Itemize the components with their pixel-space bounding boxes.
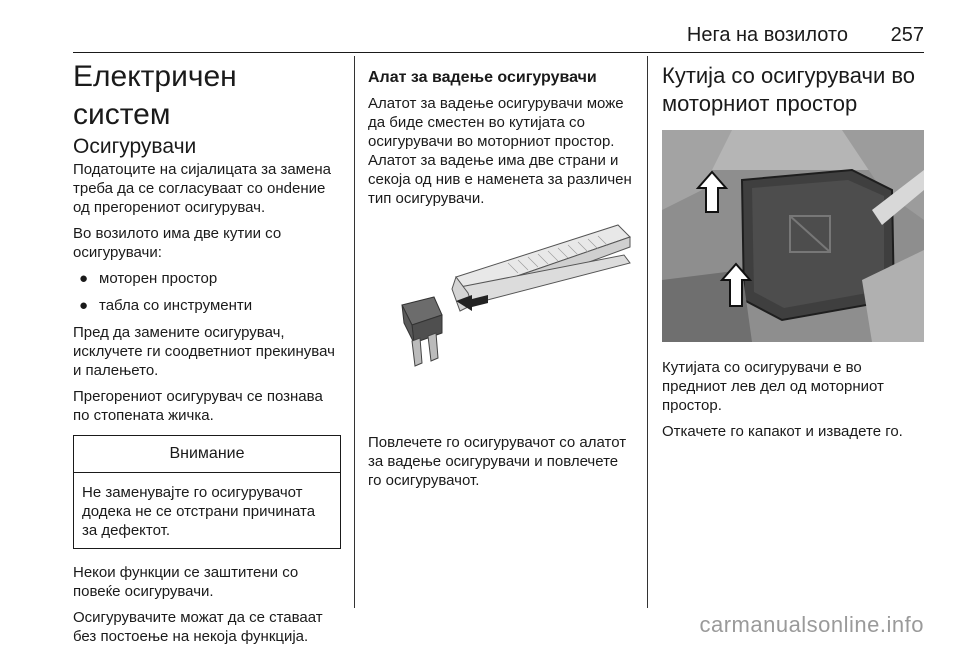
- engine-fusebox-photo: [662, 130, 924, 342]
- bullet-icon: ●: [79, 270, 89, 287]
- page-number: 257: [890, 24, 924, 46]
- paragraph: Кутијата со осигурувачи е во предниот лев дел од моторниот простор.: [662, 359, 884, 414]
- warning-box: [73, 435, 341, 549]
- paragraph: Алатот за вадење осигурувачи може да биде сместен во кутијата со осигурувачи во моторниот простор. Алатот за вадење има две страни и секоја од нив е наменета за различен тип осигурувачи.: [368, 95, 632, 207]
- paragraph: Прегорениот осигурувач се познава по стопената жичка.: [73, 388, 323, 424]
- subsection-heading: Кутија со осигурувачи во моторниот простор: [662, 63, 916, 116]
- watermark: carmanualsonline.info: [699, 612, 924, 637]
- fuse-puller-illustration: [368, 215, 634, 415]
- list-item: ● моторен простор: [79, 270, 218, 287]
- list-item: ● табла со инструменти: [79, 297, 253, 314]
- paragraph: Во возилото има две кутии со осигурувачи:: [73, 225, 282, 261]
- column-2: [368, 56, 634, 497]
- page-header: [0, 0, 960, 55]
- paragraph: Откачете го капакот и извадете го.: [662, 423, 903, 440]
- section-title: Нега на возилото: [686, 24, 848, 46]
- column-divider: [647, 56, 648, 608]
- bullet-icon: ●: [79, 297, 89, 314]
- chapter-title: Електричен систем: [73, 60, 237, 131]
- header-rule: [73, 52, 924, 53]
- paragraph: Податоците на сијалицата за замена треба да се согласуваат со онdение од прегорениот осигурувач.: [73, 161, 331, 216]
- column-3: [662, 56, 924, 448]
- column-divider: [354, 56, 355, 608]
- paragraph: Пред да замените осигурувач, исклучете ги соодветниот прекинувач и палењето.: [73, 324, 335, 379]
- bullet-list: [73, 269, 341, 315]
- subsection-heading: Алат за вадење осигурувачи: [368, 69, 597, 86]
- paragraph: Повлечете го осигурувачот со алатот за вадење осигурувачи и повлечете го осигурувачот.: [368, 434, 627, 489]
- paragraph: Осигурувачите можат да се ставаат без постоење на некоја функција.: [73, 609, 323, 645]
- paragraph: Некои функции се заштитени со повеќе осигурувачи.: [73, 564, 299, 600]
- column-1: [73, 56, 341, 653]
- warning-title: Внимание: [74, 436, 340, 473]
- warning-text: Не заменувајте го осигурувачот додека не се отстрани причината за дефектот.: [82, 484, 316, 539]
- section-heading: Осигурувачи: [73, 135, 197, 158]
